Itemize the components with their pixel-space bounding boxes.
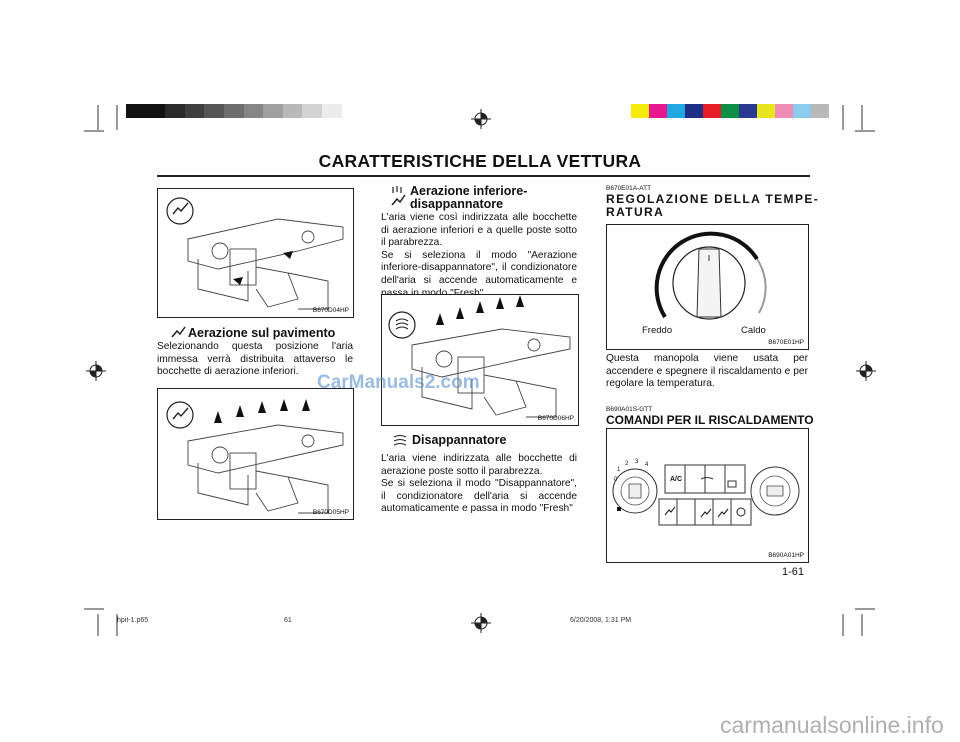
defrost-heading: Disappannatore xyxy=(412,433,507,447)
defrost-text: L'aria viene indirizzata alle bocchette di aerazione poste sotto il parabrezza. Se si seleziona il modo "Disappannatore", il condizionatore dell'aria si accende automaticamente e passa in modo "Fresh" xyxy=(381,453,577,515)
fan-speed-3: 3 xyxy=(635,459,639,465)
figure-floor-vent xyxy=(157,188,354,318)
ac-button-label: A/C xyxy=(670,476,683,483)
fan-speed-0: 0 xyxy=(614,477,618,483)
figure-floor-vent-2 xyxy=(157,388,354,520)
hot-label: Caldo xyxy=(741,325,766,336)
floor-defrost-icon xyxy=(390,185,406,207)
figure-temperature-knob xyxy=(606,224,809,350)
mode-button-icon xyxy=(389,312,415,338)
section-code: B670E01A-ATT xyxy=(606,185,652,192)
temperature-knob-illustration xyxy=(607,225,808,349)
floor-vent-heading: Aerazione sul pavimento xyxy=(188,326,336,340)
floor-vent-text: Selezionando questa posizione l'aria immessa verrà distribuita attaverso le bocchette di aerazione inferiori. xyxy=(157,341,353,378)
footer-file: hpit-1.p65 xyxy=(117,617,149,624)
dashboard-illustration xyxy=(158,189,353,317)
heating-panel-illustration xyxy=(607,429,808,562)
watermark: CarManuals2.com xyxy=(317,372,480,393)
figure-code: B670E01HP xyxy=(768,339,804,346)
floor-defrost-heading: Aerazione inferiore- disappannatore xyxy=(410,184,528,211)
figure-heating-panel xyxy=(606,428,809,563)
section-code-2: B690A01S-GTT xyxy=(606,406,653,413)
page-title: CARATTERISTICHE DELLA VETTURA xyxy=(318,151,642,171)
footer-date: 6/20/2008, 1:31 PM xyxy=(570,617,632,624)
defrost-icon xyxy=(392,433,408,447)
figure-code: B670D05HP xyxy=(312,509,349,516)
site-watermark: carmanualsonline.info xyxy=(720,712,944,738)
figure-code: B670D04HP xyxy=(312,307,349,314)
fan-speed-1: 1 xyxy=(617,467,621,473)
dashboard-defrost-illustration xyxy=(382,295,578,425)
cold-label: Freddo xyxy=(642,325,673,336)
fan-speed-2: 2 xyxy=(625,461,629,467)
figure-code: B670D06HP xyxy=(537,415,574,422)
title-rule xyxy=(157,175,810,177)
fan-speed-4: 4 xyxy=(645,462,649,468)
figure-floor-defrost xyxy=(381,294,579,426)
figure-code: B690A01HP xyxy=(768,552,804,559)
floor-defrost-text: L'aria viene così indirizzata alle bocchette di aerazione inferiori e a quelle poste sotto il parabrezza. Se si seleziona il modo "Aerazione inferiore-disappannatore", il condizionatore dell'aria si accende automaticamente e xyxy=(381,212,577,286)
floor-vent-icon xyxy=(170,325,186,339)
temperature-text: Questa manopola viene usata per accendere e spegnere il riscaldamento e per regolare la temperatura. xyxy=(606,353,808,390)
page-number: 1-61 xyxy=(782,566,805,578)
mode-button-icon xyxy=(167,198,193,224)
footer-page: 61 xyxy=(284,617,292,624)
heating-controls-heading: COMANDI PER IL RISCALDAMENTO xyxy=(606,413,814,427)
temperature-heading: REGOLAZIONE DELLA TEMPE- RATURA xyxy=(606,192,820,219)
dashboard-airflow-illustration xyxy=(158,389,353,519)
